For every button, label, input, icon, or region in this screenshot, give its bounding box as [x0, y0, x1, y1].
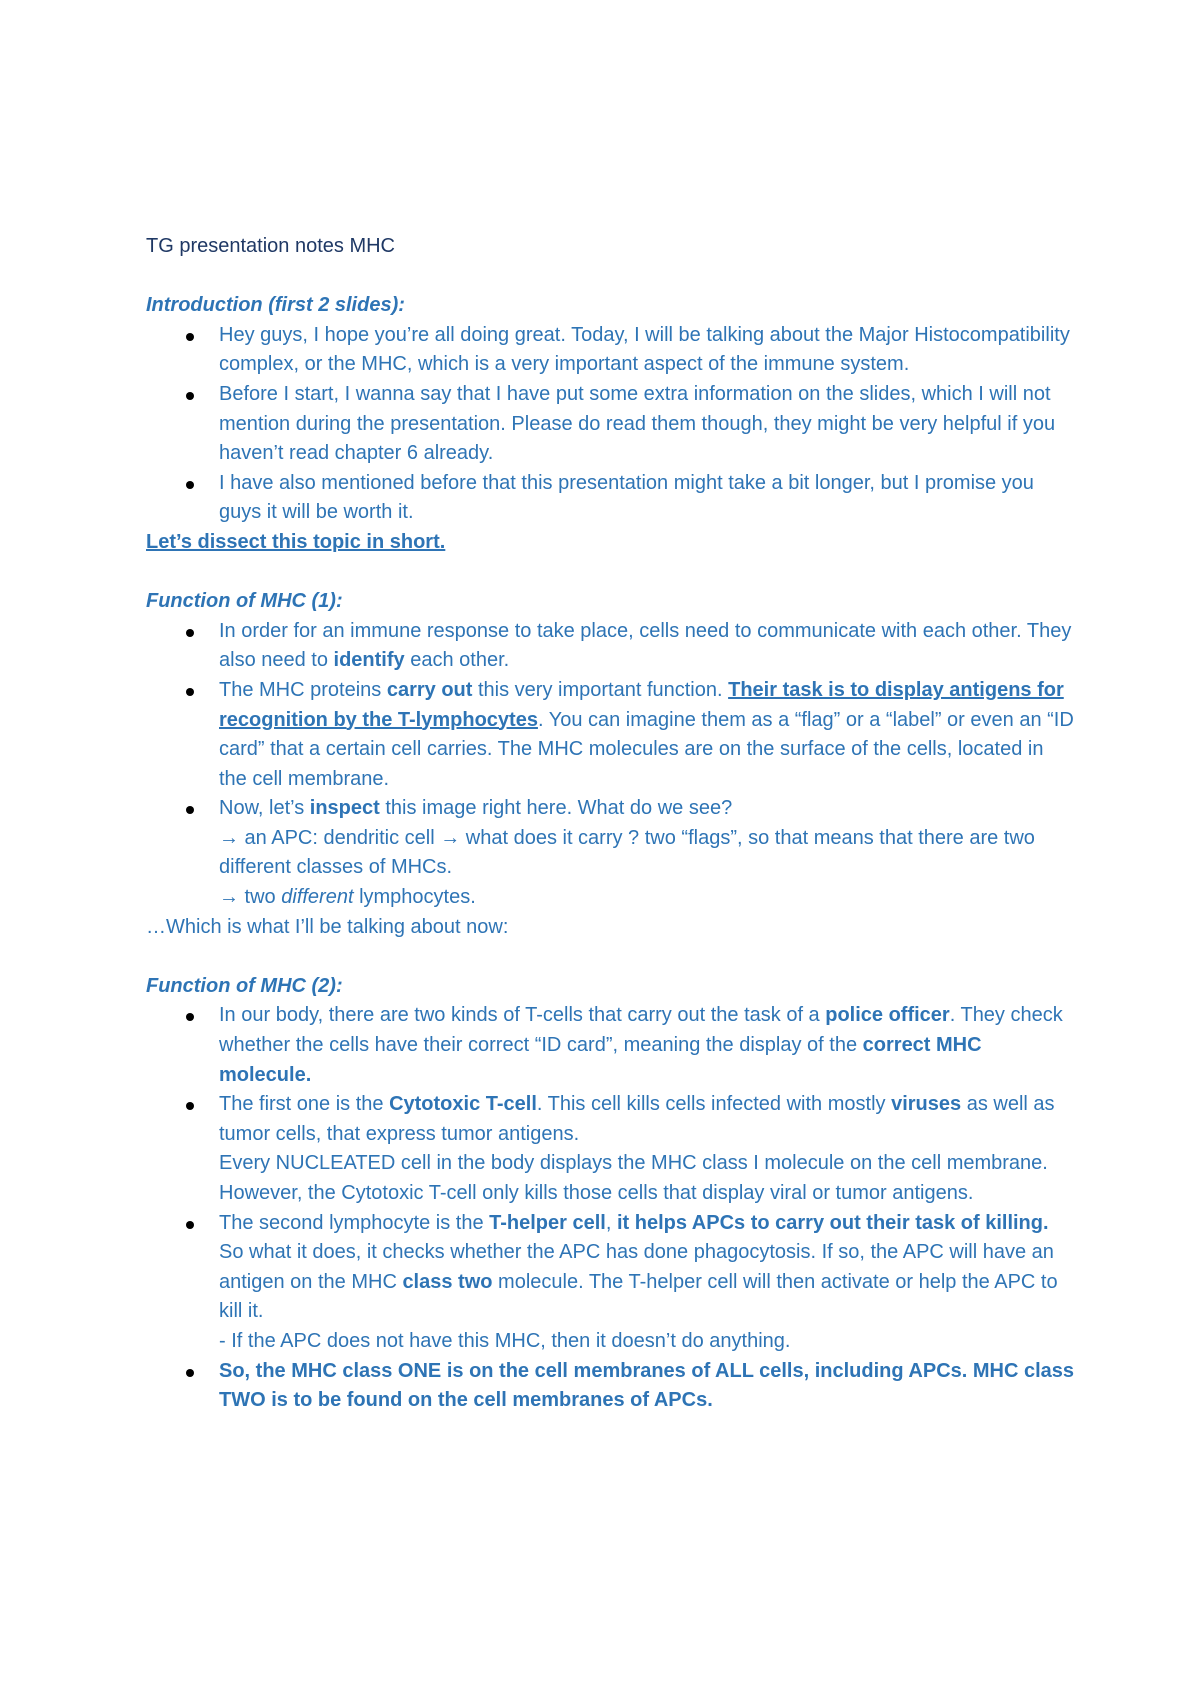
section-heading: Introduction (first 2 slides):	[146, 294, 405, 317]
bullet-list	[146, 1001, 1076, 1415]
text-run: In order for an immune response to take place, cells need to communicate with each other. They also need to	[219, 619, 1072, 672]
bold-text: Cytotoxic T-cell	[389, 1093, 537, 1116]
list-item	[146, 1001, 1076, 1090]
arrow-icon: →	[219, 886, 239, 909]
bold-text: carry out	[386, 678, 473, 701]
bold-text: T-helper cell	[489, 1211, 606, 1234]
bold-text: class two	[402, 1270, 493, 1293]
section-closing-line: …Which is what I’ll be talking about now:	[146, 915, 509, 938]
list-item: So, the MHC class ONE is on the cell membranes of ALL cells, including APCs. MHC class TWO is to be found on the cell membranes of APCs.	[146, 1357, 1076, 1416]
section-closing-line: Let’s dissect this topic in short.	[146, 530, 446, 553]
text-run: The MHC proteins	[219, 678, 387, 701]
text-run: - If the APC does not have this MHC, then it doesn’t do anything.	[219, 1329, 791, 1352]
list-item	[146, 617, 1076, 676]
text-run: this very important function.	[472, 678, 729, 701]
text-run: So what it does, it checks whether the APC has done phagocytosis. If so, the APC will have an antigen on the MHC	[219, 1241, 1054, 1293]
section-introduction	[146, 291, 1076, 557]
list-item	[146, 1090, 1076, 1208]
text-run: each other.	[404, 649, 510, 672]
section-function-2	[146, 972, 1076, 1416]
text-run: . This cell kills cells infected with mostly	[536, 1093, 892, 1116]
list-item: Hey guys, I hope you’re all doing great. Today, I will be talking about the Major Histocompatibility complex, or the MHC, which is a very important aspect of the immune system.	[146, 321, 1076, 380]
text-run: Now, let’s	[219, 797, 310, 820]
text-run: this image right here. What do we see?	[379, 797, 733, 820]
list-item: I have also mentioned before that this presentation might take a bit longer, but I promise you guys it will be worth it.	[146, 469, 1076, 528]
bullet-list	[146, 321, 1076, 528]
bullet-list	[146, 617, 1076, 913]
text-run: lymphocytes.	[353, 886, 476, 909]
underlined-text: Their task is to display antigens for recognition by the T-lymphocytes	[219, 678, 1064, 731]
section-heading: Function of MHC (2):	[146, 974, 343, 997]
arrow-icon: →	[219, 826, 239, 849]
text-run: The first one is the	[219, 1093, 390, 1116]
document-body	[146, 232, 1076, 1445]
arrow-icon: →	[440, 826, 461, 849]
text-run: The second lymphocyte is the	[219, 1211, 490, 1234]
bold-text: inspect	[309, 797, 380, 820]
text-run: . You can imagine them as a “flag” or a “label” or even an “ID card” that a certain cell carries. The MHC molecules are on the surface of the cells, located in the cell membrane.	[219, 708, 1074, 790]
list-item	[146, 676, 1076, 794]
italic-text: different	[281, 886, 354, 909]
text-run: as well as tumor cells, that express tumor antigens.	[219, 1093, 1055, 1145]
text-run: what does it carry ? two “flags”, so that means that there are two different classes of MHCs.	[219, 826, 1035, 879]
text-run: an APC: dendritic cell	[239, 826, 441, 849]
text-run: In our body, there are two kinds of T-cells that carry out the task of a	[219, 1004, 826, 1027]
text-run: ,	[605, 1211, 617, 1234]
list-item	[146, 1209, 1076, 1357]
list-item: Before I start, I wanna say that I have put some extra information on the slides, which I will not mention during the presentation. Please do read them though, they might be very helpful if you haven’t read chapter 6 already.	[146, 380, 1076, 469]
bold-text: correct MHC molecule.	[219, 1034, 982, 1086]
document-title: TG presentation notes MHC	[146, 235, 395, 257]
section-heading: Function of MHC (1):	[146, 590, 343, 613]
section-function-1	[146, 587, 1076, 942]
text-run: . They check whether the cells have their correct “ID card”, meaning the display of the	[219, 1004, 1063, 1057]
bold-text: it helps APCs to carry out their task of killing.	[616, 1211, 1049, 1234]
bold-text: viruses	[891, 1093, 962, 1116]
text-run: two	[239, 886, 282, 909]
list-item	[146, 794, 1076, 912]
text-run: Every NUCLEATED cell in the body displays the MHC class I molecule on the cell membrane. However, the Cytotoxic T-cell only kills those cells that display viral or tumor antigens.	[219, 1152, 1048, 1204]
text-run: molecule. The T-helper cell will then activate or help the APC to kill it.	[219, 1270, 1058, 1323]
bold-text: identify	[333, 649, 405, 672]
bold-text: police officer	[825, 1004, 950, 1027]
